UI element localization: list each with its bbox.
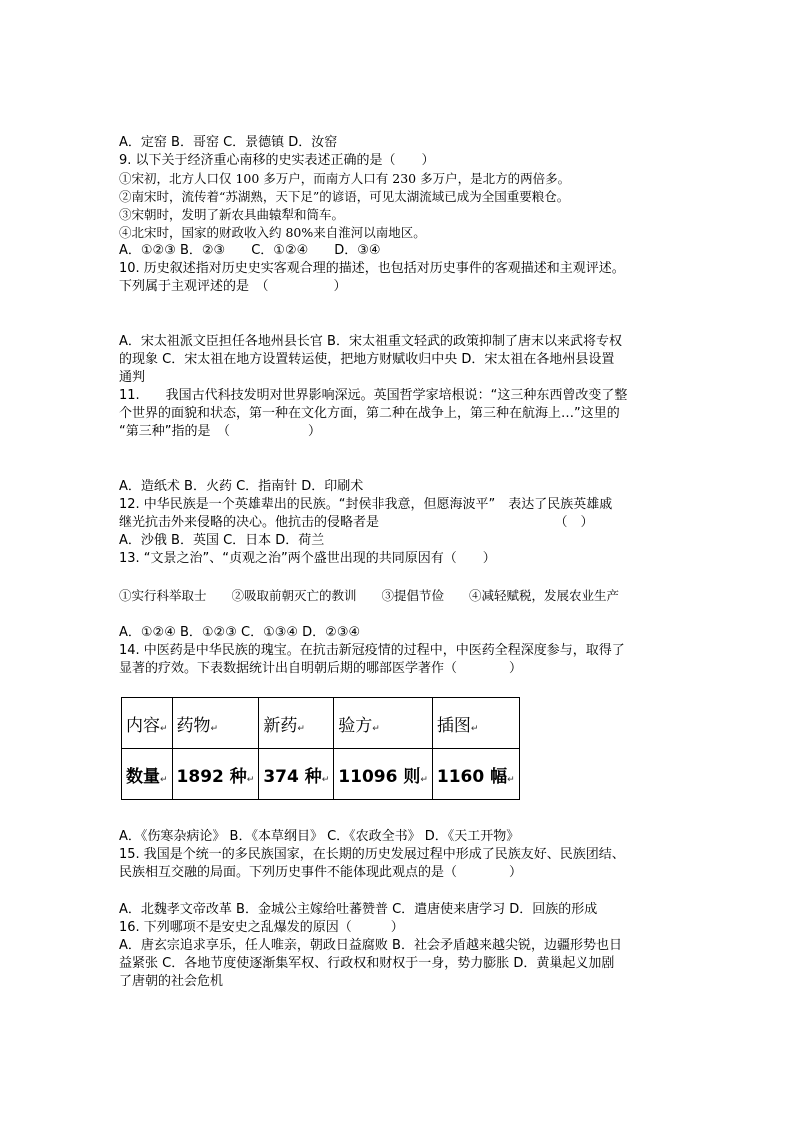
q12-stem-line2: 继光抗击外来侵略的决心。他抗击的侵略者是 （ ）	[119, 515, 594, 530]
q9-item-4: ④北宋时，国家的财政收入约 80%来自淮河以南地区。	[119, 225, 426, 240]
q11-options: A．造纸术 B．火药 C．指南针 D．印刷术	[119, 479, 364, 494]
q16-options-line2: 益紧张 C．各地节度使逐渐集军权、行政权和财权于一身，势力膨胀 D．黄巢起义加剧	[119, 956, 615, 971]
q10-options-line3: 通判	[119, 370, 146, 385]
q9-item-1: ①宋初，北方人口仅 100 多万户，而南方人口有 230 多万户，是北方的两倍多。	[119, 171, 571, 186]
q10-options-line1: A．宋太祖派文臣担任各地州县长官 B．宋太祖重文轻武的政策抑制了唐末以来武将专权	[119, 334, 622, 349]
q14-options: A．《伤寒杂病论》 B．《本草纲目》 C．《农政全书》 D．《天工开物》	[119, 829, 520, 844]
q9-options: A．①②③ B．②③ C．①②④ D．③④	[119, 243, 381, 258]
table-row	[122, 698, 520, 749]
table-header-cell: 内容↵	[122, 698, 173, 749]
medical-data-table	[121, 697, 520, 800]
table-cell: 1892 种↵	[172, 749, 259, 800]
table-cell: 1160 幅↵	[432, 749, 519, 800]
table-header-cell: 新药↵	[259, 698, 334, 749]
q13-options: A．①②④ B．①②③ C．①③④ D．②③④	[119, 625, 361, 640]
q16-options-line3: 了唐朝的社会危机	[119, 974, 224, 989]
table-cell: 数量↵	[122, 749, 173, 800]
q16-stem: 16. 下列哪项不是安史之乱爆发的原因（ ）	[119, 920, 404, 935]
q10-stem-line1: 10. 历史叙述指对历史史实客观合理的描述，也包括对历史事件的客观描述和主观评述。	[119, 261, 625, 276]
q15-stem-line1: 15. 我国是个统一的多民族国家，在长期的历史发展过程中形成了民族友好、民族团结、	[119, 847, 625, 862]
q10-options-line2: 的现象 C．宋太祖在地方设置转运使，把地方财赋收归中央 D．宋太祖在各地州县设置	[119, 352, 615, 367]
q14-stem-line2: 显著的疗效。下表数据统计出自明朝后期的哪部医学著作（ ）	[119, 661, 523, 676]
q11-stem-line2: 个世界的面貌和状态，第一种在文化方面，第二种在战争上，第三种在航海上…”这里的	[119, 406, 620, 421]
q13-stem: 13. “文景之治”、“贞观之治”两个盛世出现的共同原因有（ ）	[119, 551, 496, 566]
table-cell: 374 种↵	[259, 749, 334, 800]
q9-item-3: ③宋朝时，发明了新农具曲辕犁和筒车。	[119, 207, 345, 222]
q10-stem-line2: 下列属于主观评述的是 （ ）	[119, 279, 347, 294]
table-header-cell: 插图↵	[432, 698, 519, 749]
table-row	[122, 749, 520, 800]
q11-stem-line3: “第三种”指的是 （ ）	[119, 424, 321, 439]
q9-stem: 9. 以下关于经济重心南移的史实表述正确的是（ ）	[119, 153, 435, 168]
q13-items: ①实行科举取士 ②吸取前朝灭亡的教训 ③提倡节俭 ④减轻赋税，发展农业生产	[119, 588, 620, 603]
q14-stem-line1: 14. 中医药是中华民族的瑰宝。在抗击新冠疫情的过程中，中医药全程深度参与，取得了	[119, 643, 625, 658]
q16-options-line1: A．唐玄宗追求享乐，任人唯亲，朝政日益腐败 B．社会矛盾越来越尖锐，边疆形势也日	[119, 938, 622, 953]
q15-options: A．北魏孝文帝改革 B．金城公主嫁给吐蕃赞普 C．遣唐使来唐学习 D．回族的形成	[119, 902, 598, 917]
q15-stem-line2: 民族相互交融的局面。下列历史事件不能体现此观点的是（ ）	[119, 865, 523, 880]
q11-stem-line1: 11. 我国古代科技发明对世界影响深远。英国哲学家培根说：“这三种东西曾改变了整	[119, 388, 628, 403]
table-header-cell: 药物↵	[172, 698, 259, 749]
table-cell: 11096 则↵	[334, 749, 433, 800]
q9-item-2: ②南宋时，流传着“苏湖熟，天下足”的谚语，可见太湖流域已成为全国重要粮仓。	[119, 189, 570, 204]
q8-options: A．定窑 B．哥窑 C．景德镇 D．汝窑	[119, 135, 338, 150]
q12-stem-line1: 12. 中华民族是一个英雄辈出的民族。“封侯非我意，但愿海波平” 表达了民族英雄戚	[119, 497, 613, 512]
q12-options: A．沙俄 B．英国 C．日本 D．荷兰	[119, 533, 325, 548]
table-header-cell: 验方↵	[334, 698, 433, 749]
